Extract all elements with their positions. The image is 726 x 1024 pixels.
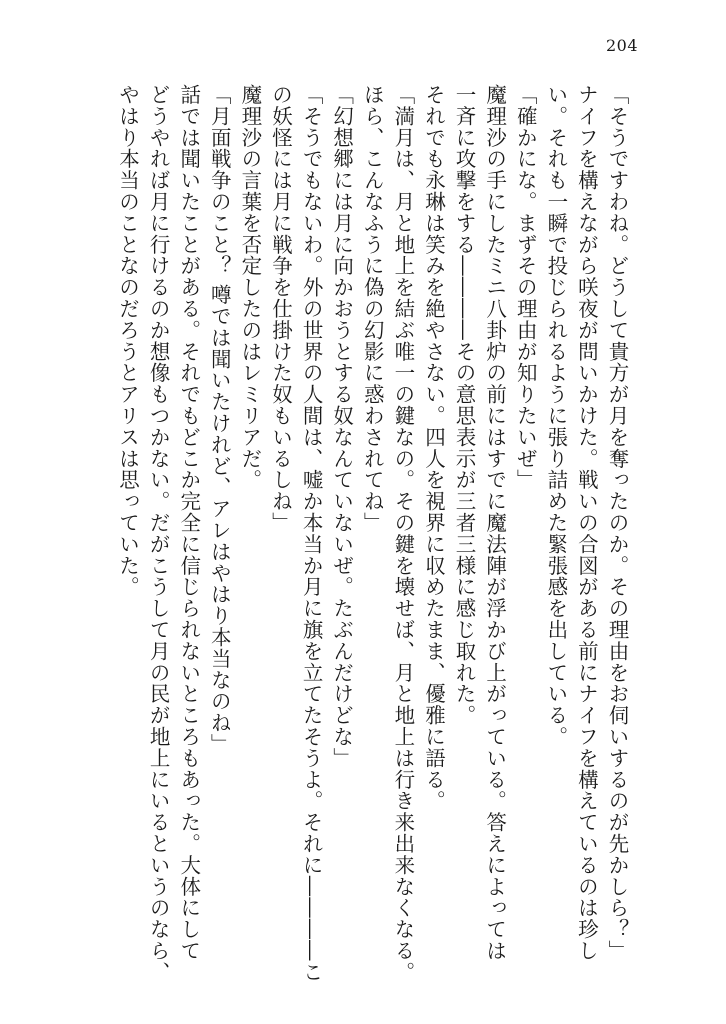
text-line: それでも永琳は笑みを絶やさない。四人を視界に収めたまま、優雅に語る。: [421, 84, 446, 812]
text-line: 一斉に攻撃をする――――その意思表示が三者三様に感じ取れた。: [452, 84, 477, 726]
text-line: 魔理沙の言葉を否定したのはレミリアだ。: [237, 84, 262, 491]
text-line: 魔理沙の手にしたミニ八卦炉の前にはすでに魔法陣が浮かび上がっている。答えによっては: [482, 84, 507, 962]
text-line: 話では聞いたことがある。それでもどこか完全に信じられないところもあった。大体にして: [176, 84, 201, 962]
vertical-text-block: [92, 84, 632, 984]
text-line: 「月面戦争のこと？ 噂では聞いたけれど、アレはやはり本当なのね」: [207, 84, 232, 755]
text-line: 「幻想郷には月に向かおうとする奴なんていないぜ。たぶんだけどな」: [329, 84, 354, 769]
text-line: 「そうですわね。どうして貴方が月を奪ったのか。その理由をお伺いするのが先かしら？」: [605, 84, 629, 962]
text-line: 「そうでもないわ。外の世界の人間は、嘘か本当か月に旗を立てたそうよ。それに――――こ: [299, 84, 324, 983]
text-line: ナイフを構えながら咲夜が問いかけた。戦いの合図がある前にナイフを構えているのは珍し: [574, 84, 599, 962]
text-line: ほら、こんなふうに偽の幻影に惑わされてね」: [360, 84, 385, 534]
text-line: やはり本当のことなのだろうとアリスは思っていた。: [115, 84, 140, 598]
text-line: どうやれば月に行けるのか想像もつかない。だがこうして月の民が地上にいるというのなら、: [146, 84, 171, 983]
text-line: い。それも一瞬で投じられるように張り詰めた緊張感を出している。: [543, 84, 568, 748]
text-line: の妖怪には月に戦争を仕掛けた奴もいるしね」: [268, 84, 293, 534]
text-line: 「確かにな。まずその理由が知りたいぜ」: [513, 84, 538, 491]
page-number: 204: [606, 36, 639, 55]
text-line: 「満月は、月と地上を結ぶ唯一の鍵なの。その鍵を壊せば、月と地上は行き来出来なくなる。: [390, 84, 415, 983]
